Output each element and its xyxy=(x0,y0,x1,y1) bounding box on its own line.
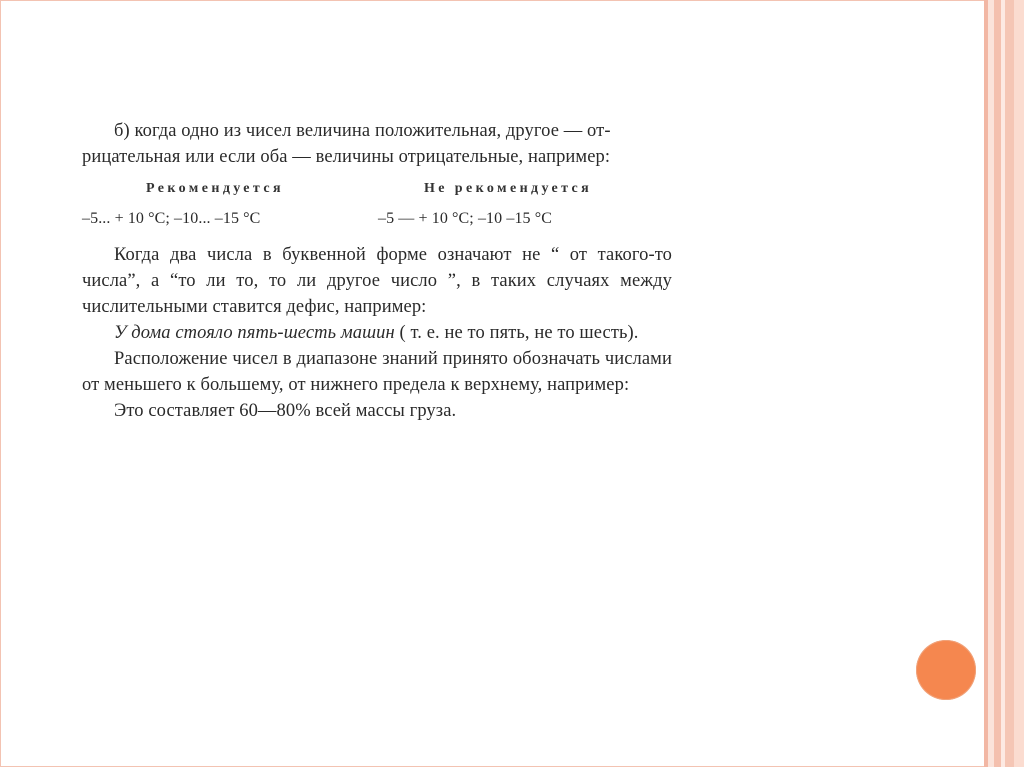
example-rest: ( т. е. не то пять, не то шесть). xyxy=(394,323,639,343)
text-line: б) когда одно из чисел величина положительная, другое — от- xyxy=(114,121,611,141)
example-sentence xyxy=(82,320,672,346)
table-example-row xyxy=(82,202,672,234)
border-stripe xyxy=(1005,0,1014,767)
example-italic: У дома стояло пять-шесть машин xyxy=(114,323,395,343)
recommended-example: –5... + 10 °С; –10... –15 °С xyxy=(82,210,261,227)
decorative-circle xyxy=(916,640,976,700)
border-stripe xyxy=(1014,0,1024,767)
paragraph: Расположение чисел в диапазоне знаний принято обозначать числами от меньшего к большему, от нижнего предела к верхнему, например: xyxy=(82,349,672,395)
not-recommended-header: Не рекомендуется xyxy=(424,181,593,196)
text-line: рицательная или если оба — величины отрицательные, например: xyxy=(82,147,611,167)
paragraph: Когда два числа в буквенной форме означают не “ от такого-то числа”, а “то ли то, то ли другое число ”, в таких случаях между числительными ставится дефис, например: xyxy=(82,245,672,317)
paragraph: Это составляет 60—80% всей массы груза. xyxy=(114,401,457,421)
border-stripe xyxy=(994,0,1001,767)
not-recommended-example: –5 — + 10 °С; –10 –15 °С xyxy=(378,210,553,227)
scanned-text-block xyxy=(82,118,672,424)
recommended-header: Рекомендуется xyxy=(146,181,284,196)
table-header-row xyxy=(82,174,672,200)
